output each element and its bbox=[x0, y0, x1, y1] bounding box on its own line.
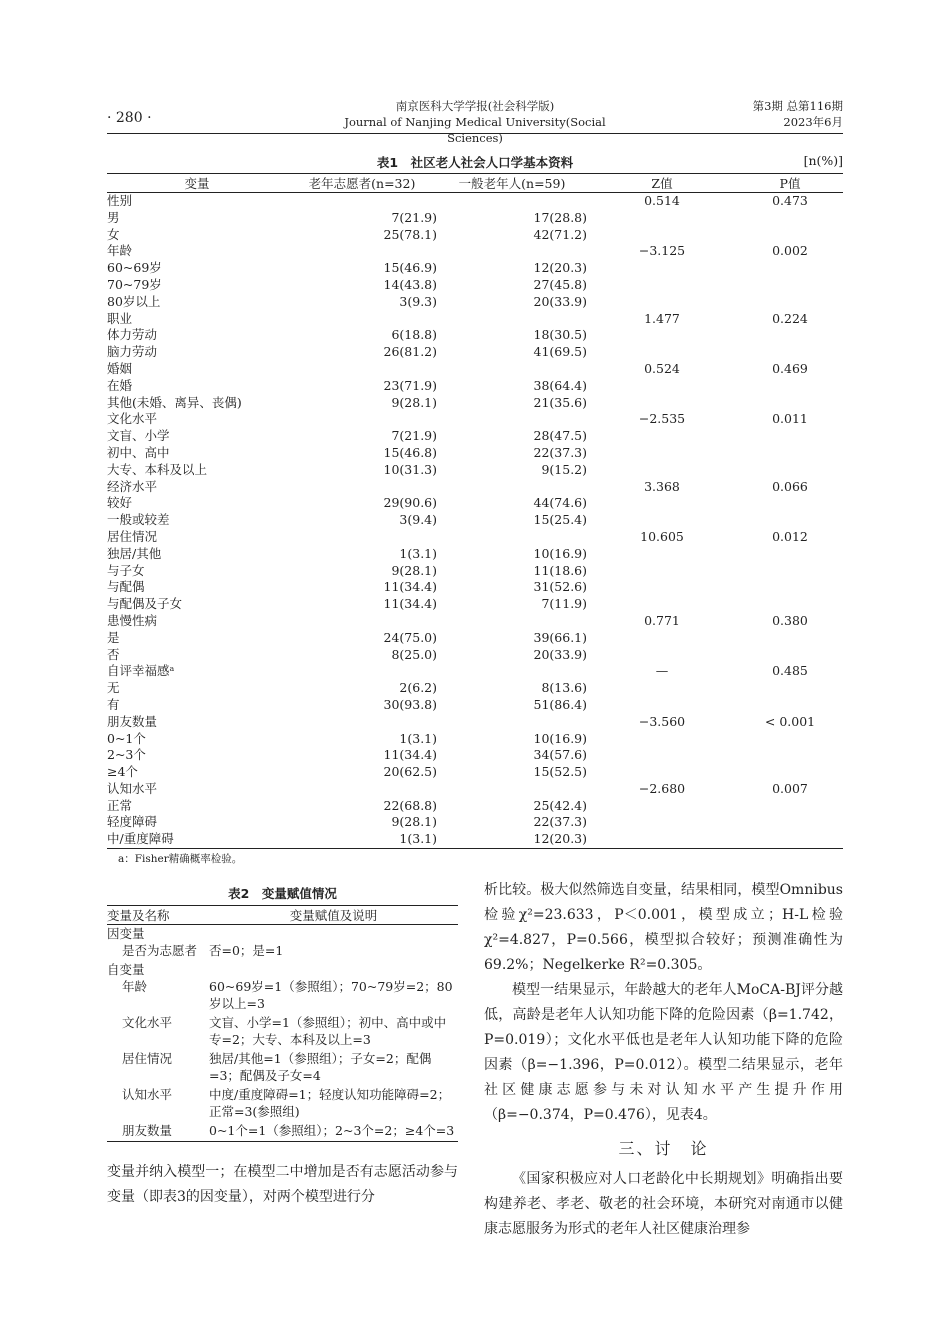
table1-cell-p bbox=[737, 462, 843, 479]
table1-cell-variable: 初中、高中 bbox=[107, 444, 170, 460]
table1-cell-volunteers: 3(9.4) bbox=[399, 512, 437, 528]
table1-cell-volunteers: 11(34.4) bbox=[383, 579, 437, 595]
paragraph-model-comparison: 析比较。极大似然筛选自变量，结果相同，模型Omnibus检验χ²=23.633，P＜0.001，模型成立；H-L检验χ²=4.827，P=0.566，模型拟合较好；预测准确性为69.2%；Negelkerke R²=0.305。 bbox=[484, 882, 843, 973]
table1-cell-p: 0.485 bbox=[772, 663, 808, 679]
table1-cell-general bbox=[437, 781, 587, 798]
table1-row bbox=[107, 831, 843, 848]
table1-cell-z: −3.560 bbox=[638, 713, 686, 729]
table1-cell-volunteers bbox=[287, 411, 437, 428]
table2-row bbox=[107, 1014, 458, 1050]
table1-cell-general: 21(35.6) bbox=[533, 394, 587, 410]
table1-row bbox=[107, 428, 843, 445]
table1-cell-variable: 其他(未婚、离异、丧偶) bbox=[107, 394, 242, 410]
table2-row bbox=[107, 925, 458, 943]
table1-row bbox=[107, 243, 843, 260]
table1-cell-variable: 轻度障碍 bbox=[107, 814, 158, 830]
table1-row bbox=[107, 529, 843, 546]
table1-cell-general: 17(28.8) bbox=[533, 209, 587, 225]
table1-cell-z bbox=[587, 798, 737, 815]
table1-cell-volunteers: 1(3.1) bbox=[399, 730, 437, 746]
table1-cell-p: 0.066 bbox=[772, 478, 808, 494]
table1-cell-variable: 与子女 bbox=[107, 562, 145, 578]
table1-cell-volunteers: 15(46.8) bbox=[383, 444, 437, 460]
table1-note: a：Fisher精确概率检验。 bbox=[118, 853, 243, 865]
table1-cell-general: 44(74.6) bbox=[533, 495, 587, 511]
table1-cell-p: 0.002 bbox=[772, 243, 808, 259]
table2-cell-name: 文化水平 bbox=[122, 1015, 173, 1030]
table1 bbox=[107, 173, 843, 849]
table1-body bbox=[107, 193, 843, 849]
table1-cell-p bbox=[737, 327, 843, 344]
table1-row bbox=[107, 193, 843, 210]
table1-cell-volunteers: 11(34.4) bbox=[383, 747, 437, 763]
table1-header-row bbox=[107, 174, 843, 193]
table1-cell-variable: 性别 bbox=[107, 193, 133, 208]
table1-cell-general bbox=[437, 529, 587, 546]
table2-row bbox=[107, 978, 458, 1014]
table2-cell-desc: 0~1个=1（参照组）；2~3个=2；≥4个=3 bbox=[209, 1122, 458, 1142]
table1-cell-z bbox=[587, 579, 737, 596]
table2-cell-name: 认知水平 bbox=[122, 1087, 173, 1102]
table1-cell-p bbox=[737, 344, 843, 361]
table1-cell-volunteers bbox=[287, 529, 437, 546]
table1-cell-variable: 年龄 bbox=[107, 243, 133, 259]
table2-cell-desc: 中度/重度障碍=1；轻度认知功能障碍=2；正常=3(参照组) bbox=[209, 1087, 451, 1119]
table1-cell-z bbox=[587, 697, 737, 714]
table1-cell-variable: 经济水平 bbox=[107, 478, 158, 494]
table2-cell-name: 朋友数量 bbox=[107, 1122, 209, 1142]
table1-row bbox=[107, 495, 843, 512]
table1-row bbox=[107, 462, 843, 479]
table1-cell-variable: 中/重度障碍 bbox=[107, 831, 287, 848]
table1-cell-p: 0.224 bbox=[772, 310, 808, 326]
table1-cell-p bbox=[737, 294, 843, 311]
table1-row bbox=[107, 260, 843, 277]
table2-header-name: 变量及名称 bbox=[107, 906, 209, 925]
table1-cell-z bbox=[587, 831, 737, 848]
table1-row bbox=[107, 227, 843, 244]
table1-cell-z bbox=[587, 596, 737, 613]
table1-header-volunteers: 老年志愿者(n=32) bbox=[287, 174, 437, 193]
table1-cell-volunteers: 7(21.9) bbox=[391, 209, 437, 225]
table1-cell-general: 18(30.5) bbox=[533, 327, 587, 343]
table1-cell-volunteers: 6(18.8) bbox=[391, 327, 437, 343]
table1-cell-general: 31(52.6) bbox=[533, 579, 587, 595]
table1-cell-z bbox=[587, 647, 737, 664]
table1-cell-variable: 70~79岁 bbox=[107, 276, 162, 292]
table1-cell-z bbox=[587, 260, 737, 277]
table1-row bbox=[107, 344, 843, 361]
paragraph-model-results: 模型一结果显示，年龄越大的老年人MoCA-BJ评分越低，高龄是老年人认知功能下降的危险因素（β=1.742，P=0.019）；文化水平低也是老年人认知功能下降的危险因素（β=−1.396，P=0.012）。模型二结果显示，老年社区健康志愿参与未对认知水平产生提升作用（β=−0.374，P=0.476），见表4。 bbox=[484, 982, 843, 1123]
table1-row bbox=[107, 731, 843, 748]
table1-cell-volunteers bbox=[287, 714, 437, 731]
table1-row bbox=[107, 512, 843, 529]
issue-number: 第3期 总第116期 bbox=[752, 99, 843, 113]
table1-cell-z bbox=[587, 814, 737, 831]
table1-cell-general: 8(13.6) bbox=[541, 680, 587, 696]
table1-cell-p: < 0.001 bbox=[764, 713, 816, 729]
section-title-discussion: 三、讨 论 bbox=[618, 1139, 709, 1158]
table1-cell-general: 22(37.3) bbox=[533, 814, 587, 830]
table1-cell-variable: 无 bbox=[107, 680, 120, 696]
table1-cell-variable: 自评幸福感ᵃ bbox=[107, 663, 175, 679]
table1-cell-volunteers bbox=[287, 361, 437, 378]
table2-cell-desc: 否=0；是=1 bbox=[209, 943, 284, 958]
table1-row bbox=[107, 647, 843, 664]
table1-cell-z: −2.535 bbox=[638, 411, 686, 427]
table1-row bbox=[107, 563, 843, 580]
table1-cell-volunteers: 29(90.6) bbox=[383, 495, 437, 511]
table1-cell-variable: 朋友数量 bbox=[107, 713, 158, 729]
table1-cell-variable: 80岁以上 bbox=[107, 293, 161, 309]
table1-cell-p: 0.011 bbox=[772, 411, 808, 427]
table1-cell-general bbox=[437, 311, 587, 328]
table1-row bbox=[107, 798, 843, 815]
table1-cell-variable: 女 bbox=[107, 226, 120, 242]
table1-cell-general bbox=[437, 243, 587, 260]
table1-title: 表1 社区老人社会人口学基本资料 bbox=[376, 155, 574, 170]
table2-cell-name: 因变量 bbox=[107, 926, 145, 941]
table1-cell-z bbox=[587, 731, 737, 748]
table1-cell-general bbox=[437, 361, 587, 378]
table1-cell-p bbox=[737, 512, 843, 529]
table1-row bbox=[107, 680, 843, 697]
table1-cell-volunteers bbox=[287, 781, 437, 798]
table1-cell-volunteers: 22(68.8) bbox=[383, 797, 437, 813]
table1-cell-general: 9(15.2) bbox=[541, 461, 587, 477]
table1-cell-general: 38(64.4) bbox=[533, 377, 587, 393]
table1-row bbox=[107, 327, 843, 344]
table1-cell-z: 3.368 bbox=[644, 478, 680, 494]
table1-cell-variable: 60~69岁 bbox=[107, 260, 162, 276]
table1-cell-volunteers: 14(43.8) bbox=[383, 276, 437, 292]
table1-row bbox=[107, 210, 843, 227]
table1-cell-p: 0.007 bbox=[772, 780, 808, 796]
table1-cell-general bbox=[437, 193, 587, 210]
table2-header-row bbox=[107, 906, 458, 925]
table1-cell-p bbox=[737, 680, 843, 697]
table1-cell-variable: 较好 bbox=[107, 495, 133, 511]
table1-row bbox=[107, 663, 843, 680]
table1-cell-p bbox=[737, 596, 843, 613]
table1-cell-volunteers: 30(93.8) bbox=[383, 696, 437, 712]
table2-row bbox=[107, 1122, 458, 1142]
table1-cell-z bbox=[587, 445, 737, 462]
table1-cell-volunteers: 8(25.0) bbox=[391, 646, 437, 662]
table1-cell-variable: 男 bbox=[107, 209, 120, 225]
table1-cell-variable: 否 bbox=[107, 646, 120, 662]
table1-row bbox=[107, 596, 843, 613]
table1-cell-variable: 与配偶及子女 bbox=[107, 596, 183, 612]
left-column-text: 变量并纳入模型一；在模型二中增加是否有志愿活动参与变量（即表3的因变量），对两个模型进行分 bbox=[107, 1164, 458, 1205]
table1-cell-variable: 有 bbox=[107, 696, 120, 712]
table1-cell-p bbox=[737, 227, 843, 244]
journal-title-en: Journal of Nanjing Medical University(Social Sciences) bbox=[344, 115, 606, 145]
table1-cell-p: 0.380 bbox=[772, 612, 808, 628]
page-number: · 280 · bbox=[107, 110, 152, 126]
table1-cell-general bbox=[437, 714, 587, 731]
table1-cell-z: — bbox=[655, 663, 669, 679]
table1-cell-z bbox=[587, 764, 737, 781]
table1-cell-z bbox=[587, 680, 737, 697]
table1-row bbox=[107, 697, 843, 714]
table1-cell-variable: 职业 bbox=[107, 310, 133, 326]
table1-cell-z bbox=[587, 227, 737, 244]
table1-cell-p bbox=[737, 563, 843, 580]
table1-cell-variable: ≥4个 bbox=[107, 764, 138, 780]
table2-cell-name: 自变量 bbox=[107, 962, 145, 977]
table1-cell-general: 51(86.4) bbox=[533, 696, 587, 712]
table1-cell-general: 10(16.9) bbox=[533, 545, 587, 561]
right-column-text bbox=[484, 878, 843, 1242]
table1-cell-general: 28(47.5) bbox=[533, 428, 587, 444]
table1-cell-p bbox=[737, 831, 843, 848]
table1-row bbox=[107, 445, 843, 462]
table1-cell-variable: 正常 bbox=[107, 797, 133, 813]
table1-cell-general: 15(52.5) bbox=[533, 764, 587, 780]
table1-row bbox=[107, 479, 843, 496]
table1-cell-general bbox=[437, 479, 587, 496]
table1-row bbox=[107, 361, 843, 378]
table1-cell-p bbox=[737, 395, 843, 412]
table1-cell-p bbox=[737, 731, 843, 748]
table1-cell-variable: 与配偶 bbox=[107, 579, 145, 595]
table1-header-z: Z值 bbox=[587, 174, 737, 193]
table1-cell-volunteers bbox=[287, 613, 437, 630]
table1-cell-general: 34(57.6) bbox=[533, 747, 587, 763]
table1-cell-z bbox=[587, 327, 737, 344]
table1-cell-p bbox=[737, 445, 843, 462]
table1-cell-volunteers: 1(3.1) bbox=[287, 831, 437, 848]
table1-cell-variable: 文化水平 bbox=[107, 411, 158, 427]
table2-cell-name: 年龄 bbox=[122, 979, 148, 994]
table1-cell-general: 20(33.9) bbox=[533, 646, 587, 662]
table2-cell-desc bbox=[209, 961, 458, 978]
table1-row bbox=[107, 546, 843, 563]
table1-cell-p bbox=[737, 647, 843, 664]
table2-cell-desc: 60~69岁=1（参照组）；70~79岁=2；80岁以上=3 bbox=[209, 979, 453, 1011]
table1-cell-z: −2.680 bbox=[638, 780, 686, 796]
table1-cell-volunteers: 26(81.2) bbox=[383, 344, 437, 360]
table2-header-desc: 变量赋值及说明 bbox=[209, 906, 458, 925]
table1-cell-general: 15(25.4) bbox=[533, 512, 587, 528]
table2-title: 表2 变量赋值情况 bbox=[228, 886, 337, 901]
table1-cell-volunteers: 3(9.3) bbox=[399, 293, 437, 309]
table2-cell-desc: 独居/其他=1（参照组）；子女=2；配偶=3；配偶及子女=4 bbox=[209, 1051, 432, 1083]
table1-cell-z bbox=[587, 344, 737, 361]
issue-info bbox=[700, 98, 843, 130]
table1-cell-z: −3.125 bbox=[638, 243, 686, 259]
table1-cell-general: 27(45.8) bbox=[533, 276, 587, 292]
table1-cell-variable: 独居/其他 bbox=[107, 545, 162, 561]
table1-cell-general: 12(20.3) bbox=[533, 260, 587, 276]
table1-cell-z: 0.771 bbox=[644, 612, 680, 628]
table1-cell-volunteers: 10(31.3) bbox=[383, 461, 437, 477]
table1-cell-p bbox=[737, 764, 843, 781]
table1-cell-general: 20(33.9) bbox=[533, 293, 587, 309]
table1-cell-z bbox=[587, 462, 737, 479]
table1-cell-volunteers: 11(34.4) bbox=[383, 596, 437, 612]
table2-row bbox=[107, 1086, 458, 1122]
table1-cell-z: 10.605 bbox=[640, 528, 684, 544]
table1-cell-z bbox=[587, 512, 737, 529]
table1-row bbox=[107, 764, 843, 781]
table1-row bbox=[107, 630, 843, 647]
table2-body bbox=[107, 925, 458, 1142]
table1-cell-general bbox=[437, 613, 587, 630]
header-rule bbox=[107, 133, 843, 134]
journal-title bbox=[330, 98, 620, 146]
table1-cell-general: 7(11.9) bbox=[541, 596, 587, 612]
table1-cell-z bbox=[587, 210, 737, 227]
table1-cell-z: 0.514 bbox=[644, 193, 680, 208]
table1-cell-p bbox=[737, 697, 843, 714]
table2-cell-desc: 文盲、小学=1（参照组）；初中、高中或中专=2；大专、本科及以上=3 bbox=[209, 1015, 447, 1047]
table1-cell-volunteers: 9(28.1) bbox=[391, 394, 437, 410]
journal-title-cn: 南京医科大学学报(社会科学版) bbox=[395, 99, 555, 113]
table1-cell-z bbox=[587, 747, 737, 764]
table1-cell-variable: 2~3个 bbox=[107, 747, 146, 763]
table1-cell-variable: 是 bbox=[107, 629, 120, 645]
table1-cell-volunteers: 9(28.1) bbox=[391, 562, 437, 578]
table1-row bbox=[107, 411, 843, 428]
table1-cell-volunteers: 20(62.5) bbox=[383, 764, 437, 780]
table2 bbox=[107, 905, 458, 1142]
table1-cell-variable: 大专、本科及以上 bbox=[107, 461, 208, 477]
table1-cell-p bbox=[737, 798, 843, 815]
table2-cell-name: 居住情况 bbox=[122, 1051, 173, 1066]
table1-cell-z: 0.524 bbox=[644, 360, 680, 376]
table1-row bbox=[107, 814, 843, 831]
table1-cell-z bbox=[587, 395, 737, 412]
table1-row bbox=[107, 613, 843, 630]
table1-cell-p bbox=[737, 495, 843, 512]
table1-cell-volunteers: 9(28.1) bbox=[391, 814, 437, 830]
table1-header-p: P值 bbox=[737, 174, 843, 193]
table1-cell-p bbox=[737, 378, 843, 395]
table1-cell-z bbox=[587, 546, 737, 563]
table1-cell-volunteers bbox=[287, 663, 437, 680]
table1-row bbox=[107, 714, 843, 731]
table1-cell-z: 1.477 bbox=[644, 310, 680, 326]
table1-cell-z bbox=[587, 630, 737, 647]
table1-cell-variable: 体力劳动 bbox=[107, 327, 158, 343]
paragraph-discussion: 《国家积极应对人口老龄化中长期规划》明确指出要构建养老、孝老、敬老的社会环境，本研究对南通市以健康志愿服务为形式的老年人社区健康治理参 bbox=[484, 1171, 843, 1237]
table1-cell-z bbox=[587, 294, 737, 311]
table1-row bbox=[107, 781, 843, 798]
table1-cell-variable: 脑力劳动 bbox=[107, 344, 158, 360]
table1-cell-variable: 一般或较差 bbox=[107, 512, 170, 528]
table1-cell-z bbox=[587, 428, 737, 445]
table1-cell-general: 12(20.3) bbox=[437, 831, 587, 848]
table1-cell-volunteers: 15(46.9) bbox=[383, 260, 437, 276]
issue-date: 2023年6月 bbox=[783, 115, 843, 129]
table2-cell-name: 是否为志愿者 bbox=[122, 943, 198, 958]
table1-cell-variable: 文盲、小学 bbox=[107, 428, 170, 444]
table1-row bbox=[107, 579, 843, 596]
table1-cell-p bbox=[737, 260, 843, 277]
table1-cell-volunteers: 24(75.0) bbox=[383, 629, 437, 645]
table1-cell-p bbox=[737, 747, 843, 764]
table1-row bbox=[107, 294, 843, 311]
table1-header-general: 一般老年人(n=59) bbox=[437, 174, 587, 193]
table1-cell-p: 0.473 bbox=[772, 193, 808, 208]
table1-cell-z bbox=[587, 495, 737, 512]
table1-row bbox=[107, 395, 843, 412]
table2-row bbox=[107, 1050, 458, 1086]
table1-cell-p bbox=[737, 210, 843, 227]
table1-cell-general bbox=[437, 663, 587, 680]
table1-cell-variable: 0~1个 bbox=[107, 730, 146, 746]
table1-cell-volunteers: 2(6.2) bbox=[399, 680, 437, 696]
table1-cell-general: 10(16.9) bbox=[533, 730, 587, 746]
table2-row bbox=[107, 942, 458, 961]
table1-cell-volunteers bbox=[287, 311, 437, 328]
table1-cell-p: 0.469 bbox=[772, 360, 808, 376]
table1-cell-general: 39(66.1) bbox=[533, 629, 587, 645]
table1-cell-p bbox=[737, 546, 843, 563]
table1-cell-p bbox=[737, 630, 843, 647]
table1-cell-general: 11(18.6) bbox=[533, 562, 587, 578]
table1-cell-variable: 在婚 bbox=[107, 377, 133, 393]
table1-cell-variable: 婚姻 bbox=[107, 360, 133, 376]
table1-cell-volunteers: 7(21.9) bbox=[391, 428, 437, 444]
table1-cell-variable: 认知水平 bbox=[107, 780, 158, 796]
table1-cell-z bbox=[587, 563, 737, 580]
table1-row bbox=[107, 311, 843, 328]
table1-cell-z bbox=[587, 277, 737, 294]
table1-cell-volunteers bbox=[287, 193, 437, 210]
table1-cell-p bbox=[737, 277, 843, 294]
table1-cell-p: 0.012 bbox=[772, 528, 808, 544]
table1-cell-volunteers: 23(71.9) bbox=[383, 377, 437, 393]
table1-row bbox=[107, 378, 843, 395]
table1-cell-variable: 患慢性病 bbox=[107, 612, 158, 628]
table1-cell-variable: 居住情况 bbox=[107, 528, 158, 544]
table1-cell-volunteers: 25(78.1) bbox=[383, 226, 437, 242]
table1-cell-z bbox=[587, 378, 737, 395]
table1-cell-general: 41(69.5) bbox=[533, 344, 587, 360]
table1-cell-p bbox=[737, 579, 843, 596]
table2-row bbox=[107, 961, 458, 978]
table1-cell-p bbox=[737, 428, 843, 445]
table1-cell-p bbox=[737, 814, 843, 831]
table1-cell-general bbox=[437, 411, 587, 428]
table1-row bbox=[107, 747, 843, 764]
table1-unit: [n(%)] bbox=[803, 153, 843, 168]
table2-cell-desc bbox=[209, 925, 458, 943]
table1-cell-volunteers bbox=[287, 479, 437, 496]
table1-row bbox=[107, 277, 843, 294]
table1-header-variable: 变量 bbox=[107, 174, 287, 193]
table1-cell-volunteers bbox=[287, 243, 437, 260]
table1-cell-general: 25(42.4) bbox=[533, 797, 587, 813]
table1-cell-volunteers: 1(3.1) bbox=[399, 545, 437, 561]
table1-cell-general: 42(71.2) bbox=[533, 226, 587, 242]
table1-cell-general: 22(37.3) bbox=[533, 444, 587, 460]
